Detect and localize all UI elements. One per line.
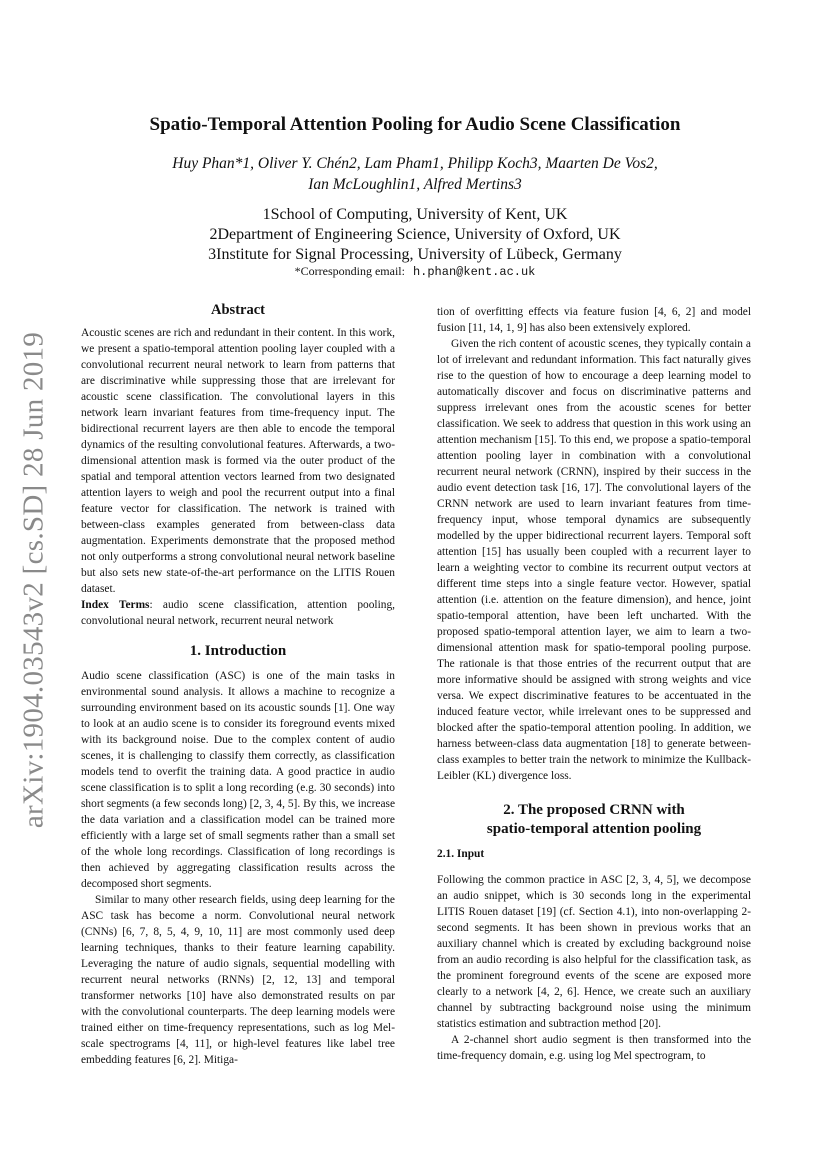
section-2-heading-line-1: 2. The proposed CRNN with [503,802,685,818]
authors [110,153,720,195]
intro-paragraph-4: Given the rich content of acoustic scenes, they typically contain a lot of irrelevant and redundant information. This fact naturally gives rise to the question of how to encourage a deep learning model to automatically discover and focus on discriminative patterns and suppress irrelevant ones from the acoustic scenes for better classification. We seek to address that question in this work using an attention mechanism [15]. To this end, we propose a spatio-temporal attention pooling layer in combination with a convolutional recurrent neural network (CRNN), inspired by their success in the audio event detection task [16, 17]. The convolutional layers of the CRNN network are used to learn invariant features from time-frequency input, whose temporal dynamics are subsequently modelled by the upper bidirectional recurrent layers. Temporal soft attention [15] has usually been coupled with a recurrent layer to learn a weighting vector to combine its recurrent output vectors at different time steps into a single feature vector. However, spatial attention (i.e. attention on the feature dimension), and hence, joint spatio-temporal attention, have been left uncharted. With the proposed spatio-temporal attention layer, we aim to learn a two-dimensional attention mask for spatio-temporal pooling purpose. The rationale is that those entries of the recurrent output that are more informative should be assigned with strong weights and vice versa. We expect discriminative features to be accentuated in the induced feature vector, while irrelevant ones to be suppressed and blocked after the spatio-temporal attention pooling. In addition, we harness between-class data augmentation [18] to generate between-class examples to better train the network to minimize the Kullback-Leibler (KL) divergence loss. [437,338,751,782]
left-column [81,302,395,1068]
subsection-input-heading: 2.1. Input [437,848,485,860]
authors-line-2: Ian McLoughlin1, Alfred Mertins3 [308,176,522,193]
affiliation-2: 2Department of Engineering Science, University of Oxford, UK [209,226,621,243]
input-paragraph-2: A 2-channel short audio segment is then transformed into the time-frequency domain, e.g. using log Mel spectrogram, to [437,1034,751,1062]
index-terms [81,597,395,629]
index-terms-label: Index Terms [81,599,150,611]
email-label: *Corresponding email: [294,264,405,278]
input-paragraph-1: Following the common practice in ASC [2, 3, 4, 5], we decompose an audio snippet, which is 30 seconds long in the experimental LITIS Rouen dataset [19] (cf. Section 4.1), into non-overlapping 2-second segments. It has been shown in previous works that an auxiliary channel which is created by excluding background noise from an audio recording is also helpful for the classification task, as the prominent foreground events of the scene are exposed more clearly to a network [4, 2, 6]. Hence, we create such an auxiliary channel by subtracting background noise using the minimum statistics estimation and subtraction method [20]. [437,874,751,1030]
introduction-heading: 1. Introduction [189,643,287,659]
arxiv-sidebar-stamp [14,330,54,830]
affiliations [110,205,720,265]
affiliation-1: 1School of Computing, University of Kent, UK [262,206,568,223]
section-2-heading-line-2: spatio-temporal attention pooling [486,821,702,837]
index-terms-text: : audio scene classification, attention pooling, convolutional neural network, recurrent neural network [81,599,395,627]
affiliation-3: 3Institute for Signal Processing, University of Lübeck, Germany [208,246,622,263]
abstract-text: Acoustic scenes are rich and redundant in their content. In this work, we present a spatio-temporal attention pooling layer coupled with a convolutional recurrent neural network to learn from patterns that are discriminative while suppressing those that are irrelevant for acoustic scene classification. The convolutional layers in this network learn invariant features from time-frequency input. The bidirectional recurrent layers are then able to encode the temporal dynamics of the resulting convolutional features. Afterwards, a two-dimensional attention mask is formed via the outer product of the spatial and temporal attention vectors learned from two designated attention layers to weigh and pool the recurrent output into a final feature vector for classification. The network is trained with between-class examples generated from between-class data augmentation. Experiments demonstrate that the proposed method not only outperforms a strong convolutional neural network baseline but also sets new state-of-the-art performance on the LITIS Rouen dataset. [81,327,395,595]
arxiv-id: arXiv:1904.03543v2 [cs.SD] 28 Jun 2019 [17,331,50,829]
right-column [437,304,751,1064]
intro-paragraph-1: Audio scene classification (ASC) is one of the main tasks in environmental sound analysis. It allows a machine to recognize a surrounding environment based on its acoustic sounds [1]. One way to look at an audio scene is to consider its foreground events mixed with its background noise. Due to the complex content of audio scenes, it is challenging to classify them correctly, as classification models tend to overfit the training data. A good practice in audio scene classification is to split a long recording (e.g. 30 seconds) into short segments (a few seconds long) [2, 3, 4, 5]. By this, we increase the data variation and a classification model can be trained more efficiently with a large set of small segments rather than a small set of the whole long recordings. Classification of long recordings is then achieved by aggregating classification results across the decomposed short segments. [81,670,395,890]
authors-line-1: Huy Phan*1, Oliver Y. Chén2, Lam Pham1, Philipp Koch3, Maarten De Vos2, [172,155,658,172]
section-2-heading [437,801,751,839]
abstract-heading: Abstract [211,302,265,318]
corresponding-email [110,264,720,279]
paper-title: Spatio-Temporal Attention Pooling for Audio Scene Classification [149,114,681,135]
intro-paragraph-3: tion of overfitting effects via feature fusion [4, 6, 2] and model fusion [11, 14, 1, 9] has also been extensively explored. [437,306,751,334]
intro-paragraph-2: Similar to many other research fields, using deep learning for the ASC task has become a norm. Convolutional neural network (CNNs) [6, 7, 8, 5, 4, 9, 10, 11] are most commonly used deep learning techniques, thanks to their feature learning capability. Leveraging the nature of audio signals, sequential modelling with recurrent neural networks (RNNs) [2, 12, 13] and temporal transformer networks [10] have also demonstrated results on par with the convolutional counterparts. The deep learning models were trained either on time-frequency representations, such as log Mel-scale spectrograms [4, 11], or high-level features like label tree embedding features [6, 2]. Mitiga- [81,894,395,1066]
email-address[interactable]: h.phan@kent.ac.uk [412,265,536,279]
